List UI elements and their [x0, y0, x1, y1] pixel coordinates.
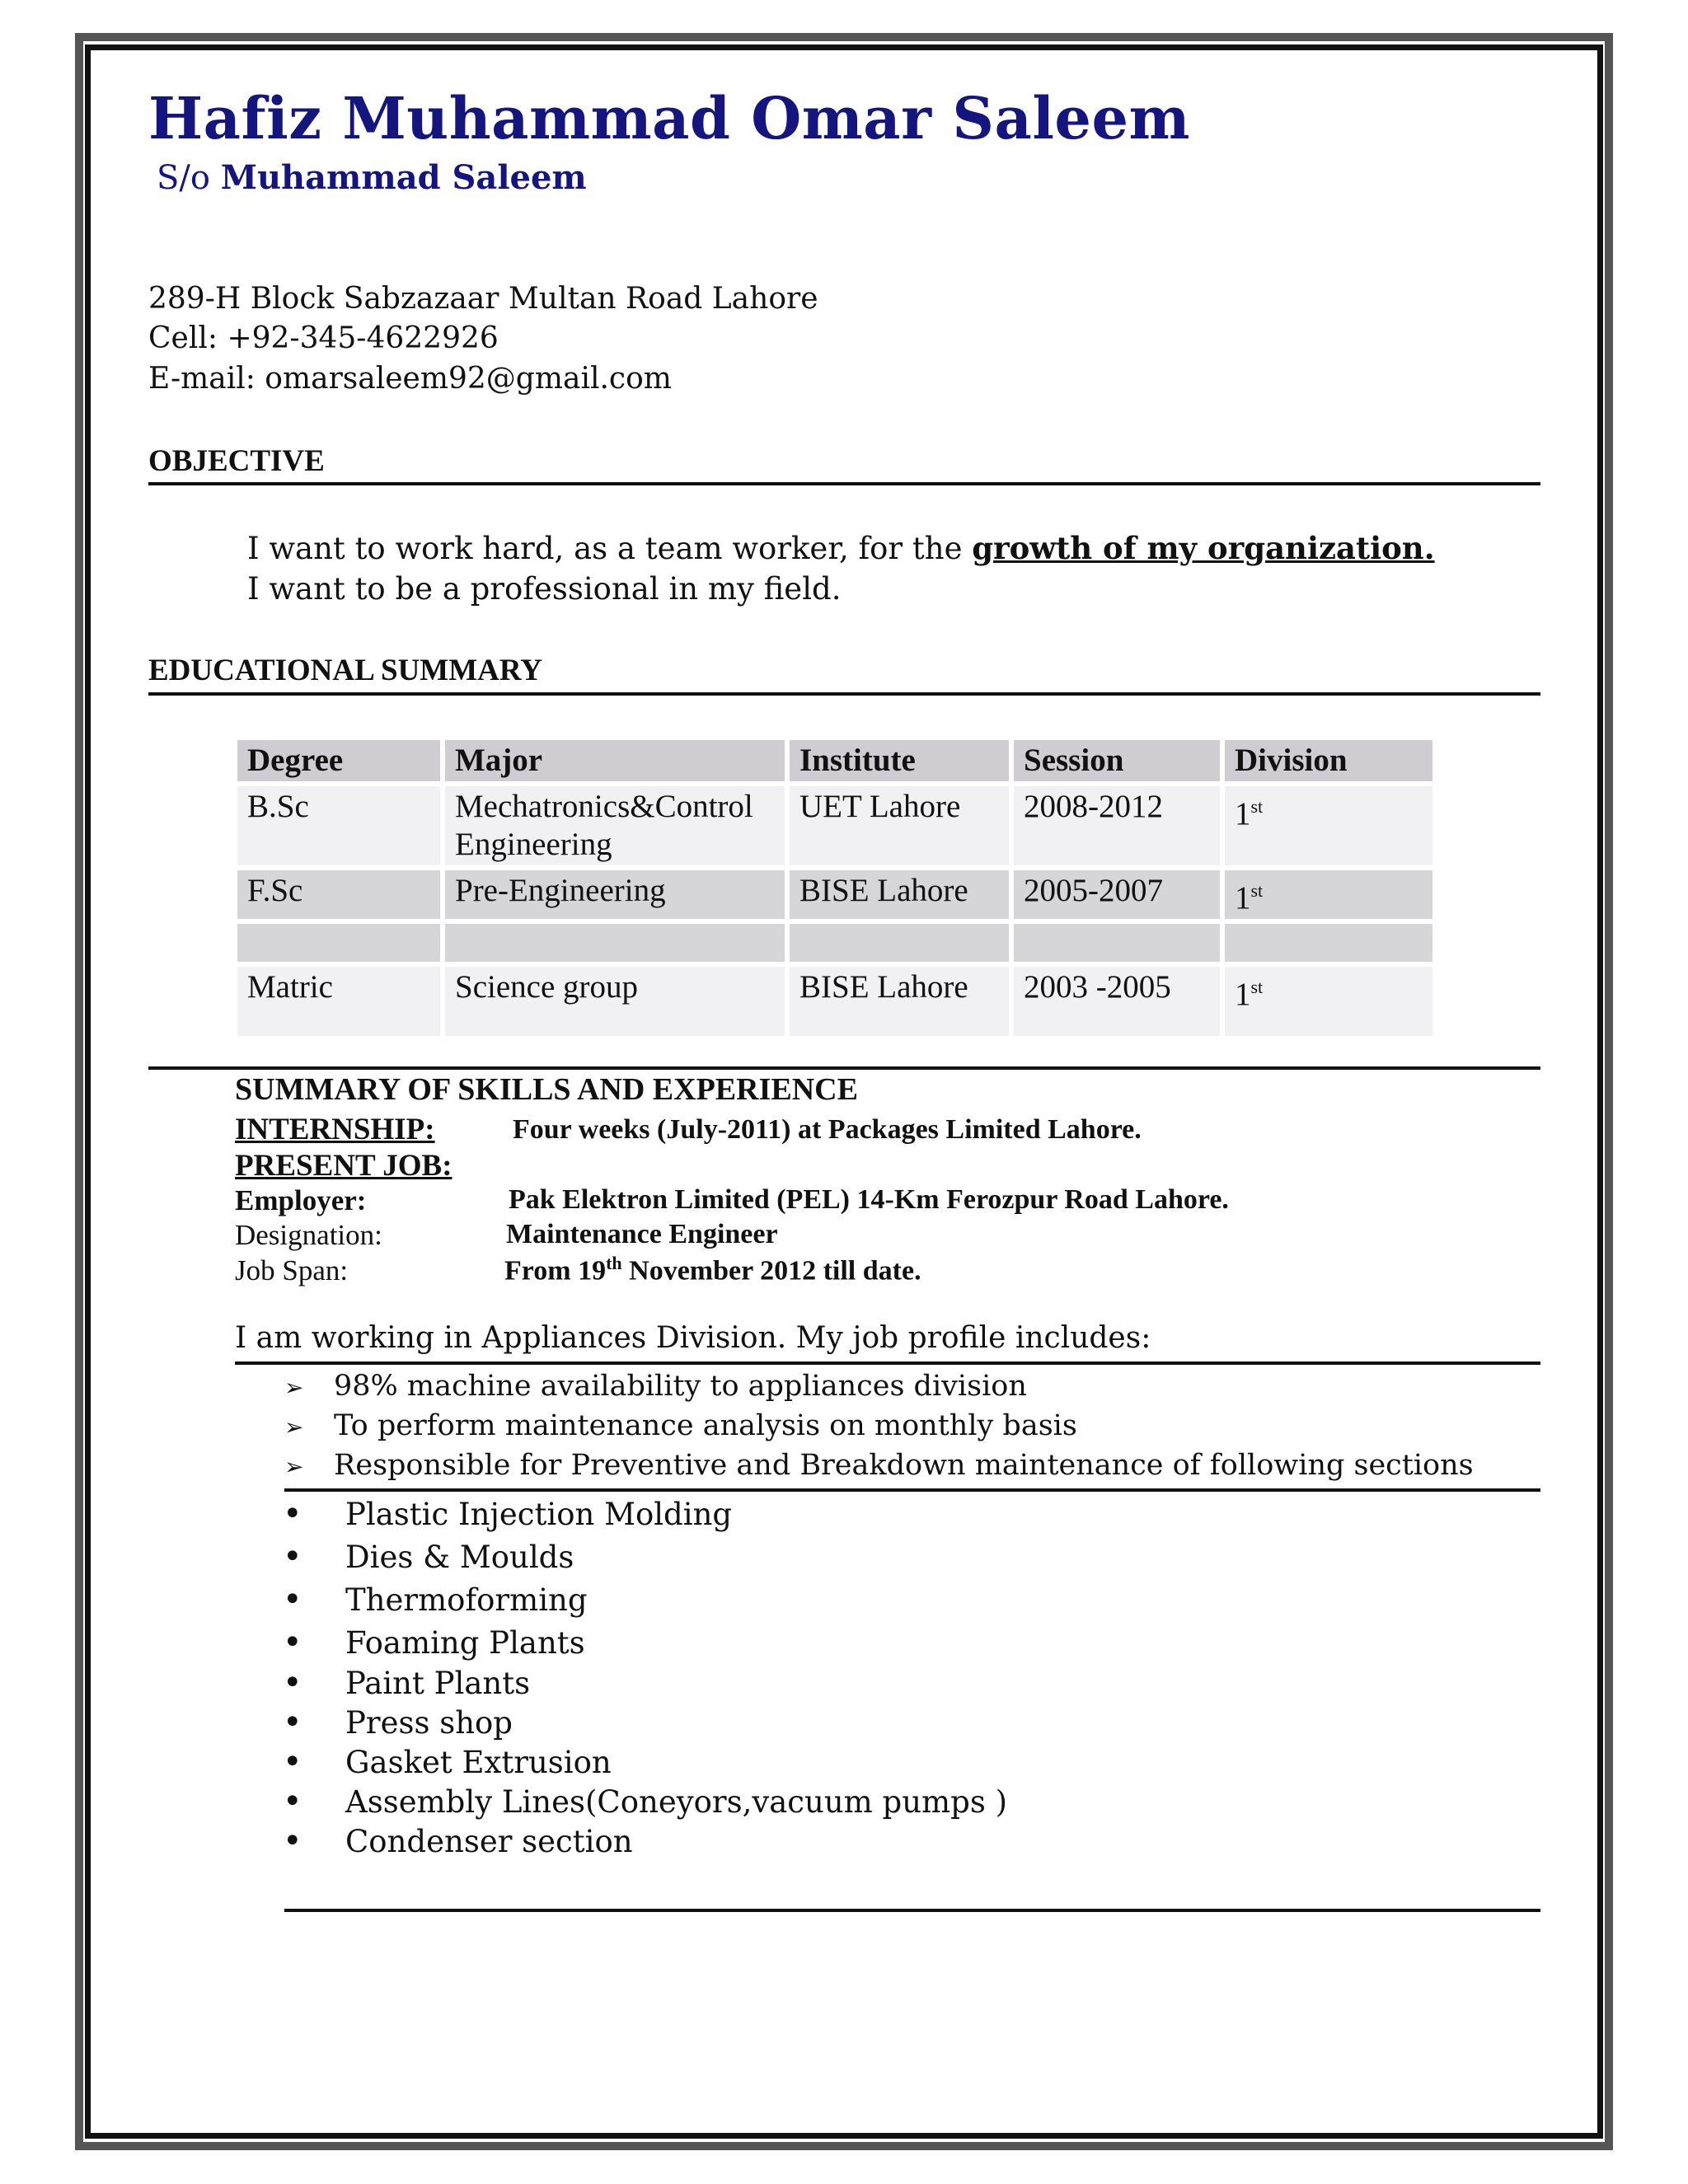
job-profile-divider: [235, 1361, 1540, 1365]
list-item: [283, 1783, 1007, 1821]
job-span-sup: th: [606, 1253, 622, 1273]
list-item-text: Plastic Injection Molding: [345, 1497, 733, 1532]
col-major: Major: [445, 740, 785, 781]
sections-divider: [284, 1488, 1540, 1492]
list-item-text: To perform maintenance analysis on monthly basis: [334, 1409, 1077, 1442]
education-table: [232, 735, 1437, 1041]
cell-session: 2005-2007: [1014, 870, 1220, 919]
bullet-icon: •: [283, 1783, 302, 1821]
bullet-icon: •: [283, 1538, 302, 1576]
list-item: [283, 1538, 574, 1576]
list-item-text: 98% machine availability to appliances division: [334, 1370, 1027, 1403]
bullet-icon: •: [283, 1704, 302, 1741]
email-address: E-mail: omarsaleem92@gmail.com: [148, 362, 672, 396]
bullet-icon: •: [283, 1822, 302, 1860]
cell-institute: UET Lahore: [790, 786, 1009, 865]
bullet-icon: •: [283, 1743, 302, 1781]
table-row: [237, 870, 1432, 919]
cell-empty: [237, 924, 440, 962]
father-name-line: [157, 158, 587, 197]
cell-session: 2003 -2005: [1014, 967, 1220, 1036]
job-span-end: November 2012 till date.: [621, 1255, 921, 1286]
cell-degree: B.Sc: [237, 786, 440, 865]
job-profile-intro: I am working in Appliances Division. My job profile includes:: [235, 1321, 1151, 1355]
job-span-label: Job Span:: [235, 1254, 349, 1286]
division-value: 1: [1235, 880, 1251, 916]
division-value: 1: [1235, 796, 1251, 832]
bullet-icon: •: [283, 1495, 302, 1533]
skills-divider-top: [148, 1066, 1540, 1070]
list-item: [283, 1624, 585, 1661]
cell-session: 2008-2012: [1014, 786, 1220, 865]
list-item: [284, 1370, 1027, 1403]
objective-emphasis: growth of my organization.: [972, 530, 1435, 566]
cell-number: Cell: +92-345-4622926: [148, 321, 499, 355]
job-span-value: [504, 1253, 921, 1286]
internship-value: Four weeks (July-2011) at Packages Limited Lahore.: [513, 1114, 1142, 1145]
bullet-icon: •: [283, 1581, 302, 1619]
division-value: 1: [1235, 977, 1251, 1012]
cell-division: [1225, 967, 1432, 1036]
cell-division: [1225, 786, 1432, 865]
arrow-icon: ➢: [284, 1413, 304, 1441]
list-item: [283, 1743, 612, 1781]
cell-major-line-2: Engineering: [455, 827, 612, 862]
closing-divider: [284, 1909, 1540, 1912]
list-item-text: Dies & Moulds: [345, 1540, 574, 1575]
col-degree: Degree: [237, 740, 440, 781]
cell-institute: BISE Lahore: [790, 967, 1009, 1036]
objective-line-1: [247, 530, 1435, 566]
cell-empty: [1225, 924, 1432, 962]
cell-institute: BISE Lahore: [790, 870, 1009, 919]
list-item: [284, 1409, 1077, 1442]
designation-label: Designation:: [235, 1219, 382, 1251]
employer-label: Employer:: [235, 1184, 367, 1216]
bullet-icon: •: [283, 1624, 302, 1661]
cell-degree: Matric: [237, 967, 440, 1036]
arrow-icon: ➢: [284, 1374, 304, 1401]
division-suffix: st: [1250, 880, 1264, 901]
table-row: [237, 786, 1432, 865]
skills-heading: SUMMARY OF SKILLS AND EXPERIENCE: [235, 1072, 858, 1107]
education-divider: [148, 692, 1540, 696]
list-item-text: Condenser section: [345, 1824, 633, 1859]
present-job-label: PRESENT JOB:: [235, 1149, 452, 1183]
cell-major-line-1: Mechatronics&Control: [455, 789, 753, 824]
cell-major: Pre-Engineering: [445, 870, 785, 919]
list-item: [283, 1822, 633, 1860]
designation-value: Maintenance Engineer: [506, 1219, 778, 1249]
arrow-icon: ➢: [284, 1453, 304, 1480]
col-division: Division: [1225, 740, 1432, 781]
list-item-text: Press shop: [345, 1705, 513, 1741]
list-item-text: Thermoforming: [345, 1582, 588, 1618]
division-suffix: st: [1250, 977, 1264, 997]
father-name: Muhammad Saleem: [220, 158, 587, 197]
list-item-text: Paint Plants: [345, 1666, 531, 1701]
col-institute: Institute: [790, 740, 1009, 781]
col-session: Session: [1014, 740, 1220, 781]
internship-label: INTERNSHIP:: [235, 1113, 435, 1146]
cell-empty: [445, 924, 785, 962]
cell-empty: [790, 924, 1009, 962]
address: 289-H Block Sabzazaar Multan Road Lahore: [148, 282, 818, 316]
candidate-name: Hafiz Muhammad Omar Saleem: [148, 84, 1191, 152]
cell-degree: F.Sc: [237, 870, 440, 919]
list-item-text: Gasket Extrusion: [345, 1745, 612, 1780]
cell-division: [1225, 870, 1432, 919]
education-heading: EDUCATIONAL SUMMARY: [148, 654, 543, 687]
objective-line-2: I want to be a professional in my field.: [247, 571, 842, 607]
list-item: [283, 1495, 732, 1533]
cell-major: Science group: [445, 967, 785, 1036]
table-row: [237, 967, 1432, 1036]
list-item: [284, 1449, 1474, 1482]
division-suffix: st: [1250, 796, 1264, 817]
table-header-row: [237, 740, 1432, 781]
objective-line-1-text: I want to work hard, as a team worker, for the: [247, 531, 963, 566]
objective-heading: OBJECTIVE: [148, 444, 325, 478]
job-span-start: From 19: [504, 1255, 607, 1286]
cell-empty: [1014, 924, 1220, 962]
father-prefix: S/o: [157, 159, 210, 197]
list-item-text: Foaming Plants: [345, 1625, 585, 1661]
list-item-text: Assembly Lines(Coneyors,vacuum pumps ): [345, 1784, 1007, 1820]
employer-value: Pak Elektron Limited (PEL) 14-Km Ferozpur Road Lahore.: [509, 1184, 1229, 1215]
objective-divider: [148, 482, 1540, 485]
list-item: [283, 1581, 588, 1619]
table-row-empty: [237, 924, 1432, 962]
cell-major: [445, 786, 785, 865]
bullet-icon: •: [283, 1664, 302, 1702]
list-item: [283, 1704, 513, 1741]
list-item: [283, 1664, 530, 1702]
list-item-text: Responsible for Preventive and Breakdown maintenance of following sections: [334, 1449, 1474, 1482]
